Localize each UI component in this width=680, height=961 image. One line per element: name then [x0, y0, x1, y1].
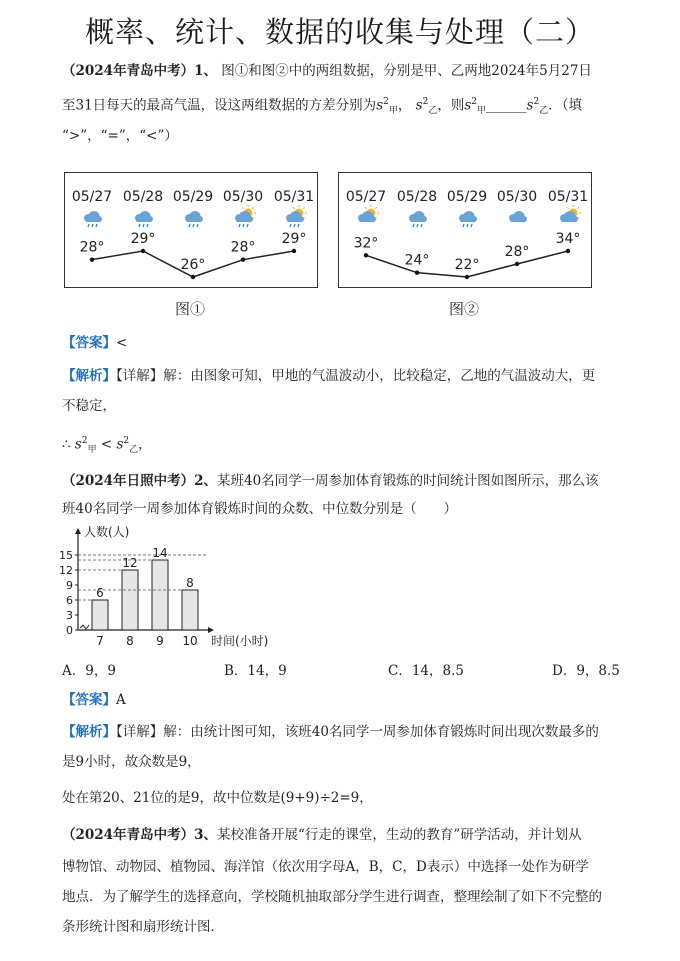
date-label: 05/28 — [122, 189, 164, 205]
sun-rain-icon — [235, 205, 256, 227]
temperature-label: 24° — [404, 252, 430, 269]
sun-cloud-icon — [358, 205, 379, 222]
cloud-icon — [509, 211, 527, 222]
bar-value-label: 14 — [152, 546, 168, 560]
temperature-label: 28° — [504, 244, 530, 260]
y-tick-label: 6 — [66, 594, 73, 607]
bar-value-label: 8 — [186, 576, 194, 590]
x-axis-label: 时间(小时) — [211, 634, 269, 648]
q1-line2 — [62, 93, 632, 120]
q1-analysis-line2: 不稳定， — [62, 398, 116, 414]
temperature-point — [191, 275, 195, 279]
q2-line1 — [62, 472, 632, 490]
answer-value: < — [116, 335, 128, 351]
answer-blank: ______ — [486, 97, 527, 114]
q1-analysis-line1 — [62, 367, 632, 385]
weather-figure-1-svg — [65, 173, 317, 287]
x-tick-label: 7 — [96, 634, 104, 648]
q1-answer — [62, 334, 632, 352]
date-label: 05/30 — [496, 189, 538, 205]
q2-answer — [62, 691, 632, 709]
q3-line3: 地点．为了解学生的选择意向，学校随机抽取部分学生进行调查，整理绘制了如下不完整的 — [62, 889, 602, 905]
sub-jia: 甲 — [87, 445, 97, 456]
q1-conclusion — [62, 432, 632, 459]
q1-text-2a: 至31日每天的最高气温，设这两组数据的方差分别为 — [62, 97, 377, 114]
sub-yi: 乙 — [428, 106, 438, 117]
q1-analysis-text-1: 解：由图象可知，甲地的气温波动小，比较稳定，乙地的气温波动大，更 — [163, 368, 596, 384]
temperature-point — [566, 249, 570, 253]
x-tick-label: 9 — [156, 634, 164, 648]
y-axis-arrow — [75, 528, 81, 534]
weather-figure-2 — [338, 172, 592, 288]
y-axis-label: 人数(人) — [84, 525, 130, 539]
q1-text-2c: （填 — [561, 97, 582, 114]
bar-value-label: 6 — [96, 586, 104, 600]
sup-2: 2 — [533, 97, 540, 107]
q1-line1 — [62, 62, 632, 80]
date-label: 05/31 — [547, 189, 589, 205]
sup-2: 2 — [422, 97, 429, 107]
option-d[interactable]: D．9，8.5 — [552, 663, 620, 679]
temperature-label: 29° — [281, 231, 307, 247]
date-label: 05/31 — [273, 189, 315, 205]
comma: ， — [397, 97, 412, 114]
temperature-point — [241, 257, 245, 261]
sub-yi: 乙 — [539, 106, 549, 117]
q3-line1 — [62, 826, 632, 844]
q1-number: 1、 — [194, 63, 217, 79]
temperature-point — [415, 270, 419, 274]
therefore-symbol: ∴ — [62, 436, 71, 453]
sub-jia: 甲 — [388, 106, 398, 117]
temperature-label: 28° — [79, 239, 105, 256]
sup-2: 2 — [471, 97, 478, 107]
y-tick-label: 3 — [66, 609, 73, 622]
bar-value-label: 12 — [122, 556, 138, 570]
temperature-label: 34° — [555, 231, 581, 247]
q2-number: 2、 — [194, 473, 217, 489]
temperature-label: 26° — [180, 257, 206, 273]
date-label: 05/28 — [396, 189, 438, 205]
detail-label: 【详解】 — [116, 724, 164, 740]
rain-cloud-icon — [135, 211, 153, 227]
sup-2: 2 — [123, 436, 130, 446]
period: ． — [548, 97, 562, 114]
temperature-point — [141, 249, 145, 253]
detail-label: 【详解】 — [116, 368, 164, 384]
q3-line2: 博物馆、动物园、植物园、海洋馆（依次用字母A，B，C，D表示）中选择一处作为研学 — [62, 859, 589, 875]
date-label: 05/27 — [345, 189, 387, 205]
temperature-point — [90, 257, 94, 261]
comma: ， — [138, 436, 152, 453]
q3-text-1: 某校准备开展“行走的课堂，生动的教育”研学活动，并计划从 — [216, 827, 582, 843]
q2-analysis-line1 — [62, 723, 632, 741]
sub-jia: 甲 — [477, 106, 487, 117]
option-b[interactable]: B．14，9 — [224, 663, 287, 679]
temperature-label: 29° — [130, 231, 156, 247]
y-tick-label: 12 — [59, 564, 73, 577]
q2-analysis-line3: 处在第20、21位的是9，故中位数是(9+9)÷2=9， — [62, 790, 373, 806]
temperature-label: 32° — [353, 235, 379, 252]
sup-2: 2 — [383, 97, 389, 107]
analysis-label: 【解析】 — [62, 724, 116, 740]
sub-yi: 乙 — [129, 445, 139, 456]
q1-line3: “>”，“=”，“<”） — [62, 128, 178, 144]
q2-source: （2024年日照中考） — [62, 473, 195, 489]
weather-figure-2-svg — [339, 173, 591, 287]
option-a[interactable]: A．9，9 — [62, 663, 116, 679]
answer-label: 【答案】 — [62, 692, 116, 708]
x-tick-label: 8 — [126, 634, 134, 648]
q2-line2: 班40名同学一周参加体育锻炼时间的众数、中位数分别是（ ） — [62, 501, 458, 517]
date-label: 05/30 — [222, 189, 264, 205]
bar — [152, 560, 168, 630]
sun-cloud-icon — [560, 205, 581, 222]
temperature-label: 28° — [230, 239, 256, 256]
option-c[interactable]: C．14，8.5 — [388, 663, 464, 679]
temperature-point — [515, 262, 519, 266]
answer-value: A — [116, 692, 126, 708]
date-label: 05/29 — [172, 189, 214, 205]
figure-2-caption: 图② — [448, 300, 479, 318]
axis-break-mark — [80, 625, 89, 629]
less-than: < — [100, 436, 113, 453]
q1-source: （2024年青岛中考） — [62, 63, 195, 79]
sun-rain-icon — [286, 205, 307, 227]
s-symbol: s — [464, 97, 472, 114]
analysis-label: 【解析】 — [62, 368, 116, 384]
weather-figure-1 — [64, 172, 318, 288]
rain-cloud-icon — [185, 211, 203, 227]
q3-number: 3、 — [194, 827, 217, 843]
rain-cloud-icon — [409, 211, 427, 227]
bar — [182, 590, 198, 630]
y-tick-label: 15 — [59, 549, 73, 562]
bar-chart — [58, 520, 318, 650]
s-symbol: s — [526, 97, 534, 114]
q3-line4: 条形统计图和扇形统计图． — [62, 919, 224, 935]
q3-source: （2024年青岛中考） — [62, 827, 195, 843]
bar — [122, 570, 138, 630]
s-symbol: s — [415, 97, 423, 114]
s-symbol: s — [74, 436, 82, 453]
q2-analysis-text-1: 解：由统计图可知，该班40名同学一周参加体育锻炼时间出现次数最多的 — [163, 724, 599, 740]
figure-1-caption: 图① — [174, 300, 205, 318]
s-symbol: s — [116, 436, 124, 453]
date-label: 05/29 — [446, 189, 488, 205]
q1-text-1: 图①和图②中的两组数据，分别是甲、乙两地2024年5月27日 — [221, 63, 592, 79]
temperature-point — [465, 275, 469, 279]
rain-cloud-icon — [459, 211, 477, 227]
q2-analysis-line2: 是9小时，故众数是9， — [62, 754, 201, 770]
q2-text-1: 某班40名同学一周参加体育锻炼的时间统计图如图所示，那么该 — [216, 473, 599, 489]
bar — [92, 600, 108, 630]
temperature-point — [364, 253, 368, 257]
s-symbol: s — [376, 97, 384, 114]
x-axis-arrow — [208, 627, 214, 633]
rain-cloud-icon — [84, 211, 102, 227]
answer-label: 【答案】 — [62, 335, 116, 351]
temperature-point — [292, 249, 296, 253]
x-tick-label: 10 — [182, 634, 198, 648]
date-label: 05/27 — [71, 189, 113, 205]
temperature-label: 22° — [454, 257, 480, 273]
y-tick-label: 9 — [66, 579, 73, 592]
page-title: 概率、统计、数据的收集与处理（二） — [84, 15, 595, 49]
q1-text-2b: ，则 — [437, 97, 465, 114]
sup-2: 2 — [81, 436, 88, 446]
y-tick-label: 0 — [66, 624, 73, 637]
